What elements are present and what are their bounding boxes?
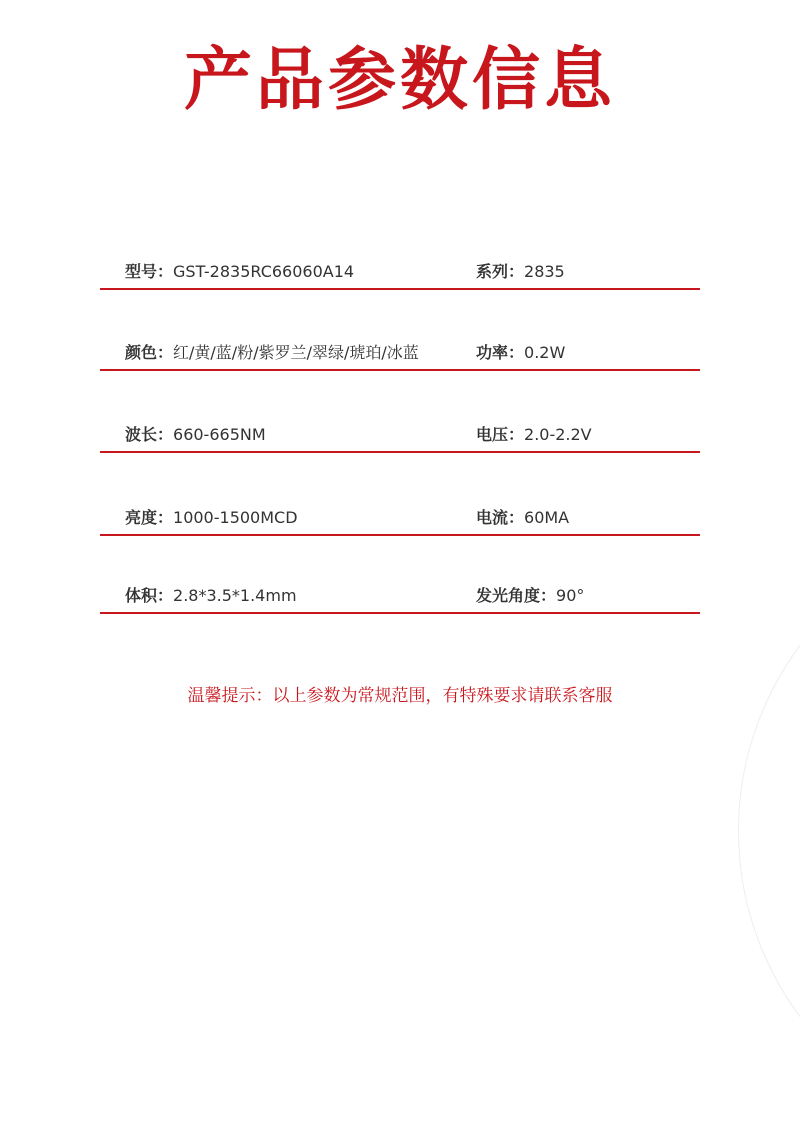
spec-beam-angle: [476, 583, 584, 606]
spec-value: 2.8*3.5*1.4mm: [173, 586, 297, 605]
spec-value: 1000-1500MCD: [173, 508, 298, 527]
spec-row-model: [100, 248, 700, 290]
spec-value: 90°: [556, 586, 585, 605]
spec-row-wavelength: [100, 411, 700, 453]
spec-value: 2835: [524, 262, 565, 281]
spec-label: 电流：: [476, 508, 525, 527]
spec-voltage: [476, 422, 592, 445]
spec-label: 亮度：: [125, 508, 174, 527]
spec-value: 60MA: [524, 508, 570, 527]
spec-value: 2.0-2.2V: [524, 425, 592, 444]
spec-label: 颜色：: [125, 343, 174, 362]
spec-value: 红/黄/蓝/粉/紫罗兰/翠绿/琥珀/冰蓝: [173, 343, 419, 362]
spec-row-color: [100, 329, 700, 371]
spec-label: 系列：: [476, 262, 525, 281]
spec-power: [476, 340, 565, 363]
spec-current: [476, 505, 569, 528]
spec-label: 发光角度：: [476, 586, 557, 605]
spec-label: 电压：: [476, 425, 525, 444]
spec-value: GST-2835RC66060A14: [173, 262, 355, 281]
spec-series: [476, 259, 565, 282]
spec-row-brightness: [100, 494, 700, 536]
tip-note: 温馨提示：以上参数为常规范围，有特殊要求请联系客服: [187, 686, 613, 706]
spec-label: 体积：: [125, 586, 174, 605]
spec-wavelength: [125, 422, 266, 445]
spec-value: 0.2W: [524, 343, 566, 362]
spec-row-size: [100, 572, 700, 614]
spec-label: 波长：: [125, 425, 174, 444]
spec-value: 660-665NM: [173, 425, 266, 444]
spec-label: 型号：: [125, 262, 174, 281]
decorative-arc: [738, 520, 800, 1142]
spec-size: [125, 583, 297, 606]
spec-brightness: [125, 505, 298, 528]
spec-model: [125, 259, 354, 282]
spec-label: 功率：: [476, 343, 525, 362]
spec-color: [125, 340, 419, 363]
page-title: 产品参数信息: [183, 41, 616, 120]
